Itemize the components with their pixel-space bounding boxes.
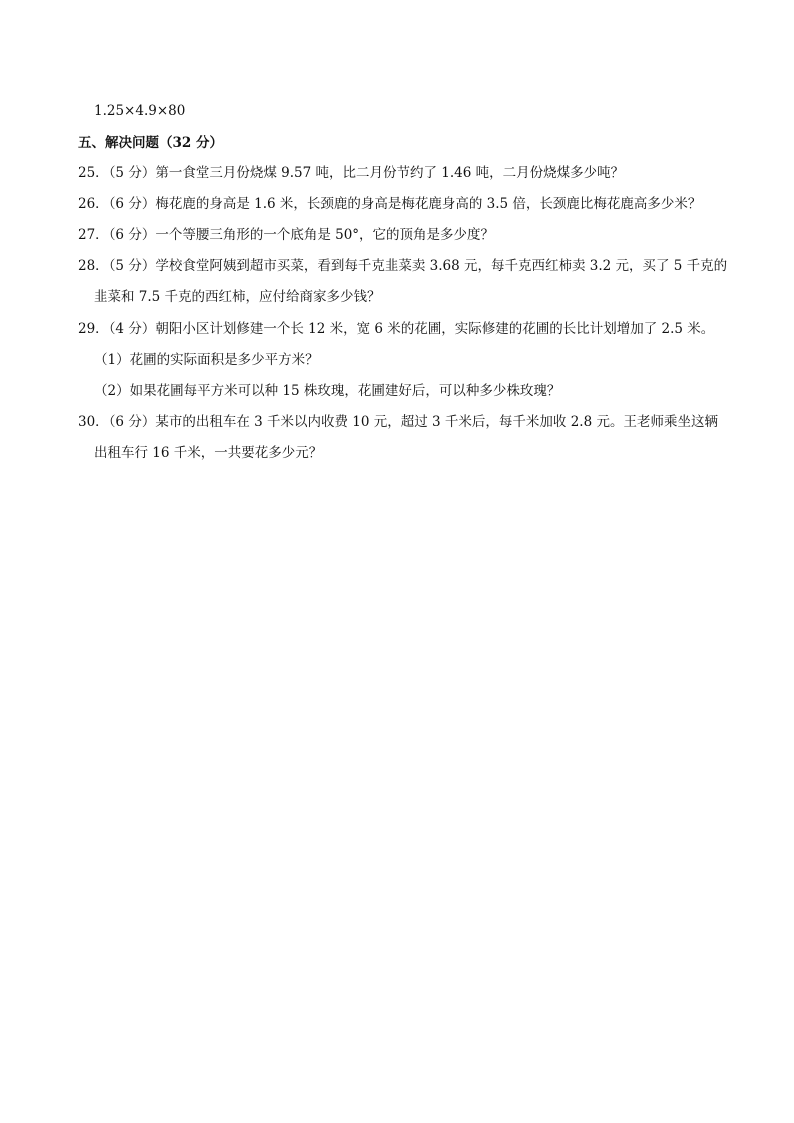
problem-number: 26． bbox=[78, 196, 109, 212]
problem-text: （4 分）朝阳小区计划修建一个长 12 米，宽 6 米的花圃，实际修建的花圃的长比计划增加了 2.5 米。 bbox=[108, 321, 715, 337]
problem-25 bbox=[78, 164, 624, 182]
problem-27 bbox=[78, 226, 494, 244]
problem-text: （6 分）一个等腰三角形的一个底角是 50°，它的顶角是多少度？ bbox=[108, 227, 495, 243]
problem-number: 28． bbox=[78, 258, 109, 274]
problem-number: 27． bbox=[78, 227, 109, 243]
problem-number: 25． bbox=[78, 165, 109, 181]
problem-number: 29． bbox=[78, 321, 109, 337]
section-title: 五、解决问题（32 分） bbox=[78, 135, 223, 151]
problem-29-subquestion-2: （2）如果花圃每平方米可以种 15 株玫瑰，花圃建好后，可以种多少株玫瑰？ bbox=[94, 383, 561, 399]
problem-text: （5 分）学校食堂阿姨到超市买菜，看到每千克韭菜卖 3.68 元，每千克西红柿卖 3.2 元，买了 5 千克的 bbox=[108, 258, 728, 274]
problem-30-continuation: 出租车行 16 千米，一共要花多少元？ bbox=[94, 445, 323, 461]
problem-29-subquestion-1: （1）花圃的实际面积是多少平方米？ bbox=[94, 352, 319, 368]
problem-text: （6 分）某市的出租车在 3 千米以内收费 10 元，超过 3 千米后，每千米加收 2.8 元。王老师乘坐这辆 bbox=[108, 414, 718, 430]
expression-line: 1.25×4.9×80 bbox=[94, 103, 186, 119]
problem-26 bbox=[78, 195, 701, 213]
problem-29 bbox=[78, 320, 714, 338]
problem-30 bbox=[78, 413, 718, 431]
problem-text: （6 分）梅花鹿的身高是 1.6 米，长颈鹿的身高是梅花鹿身高的 3.5 倍，长颈鹿比梅花鹿高多少米？ bbox=[108, 196, 702, 212]
problem-number: 30． bbox=[78, 414, 109, 430]
problem-text: （5 分）第一食堂三月份烧煤 9.57 吨，比二月份节约了 1.46 吨，二月份烧煤多少吨？ bbox=[108, 165, 625, 181]
problem-28-continuation: 韭菜和 7.5 千克的西红柿，应付给商家多少钱？ bbox=[94, 289, 381, 305]
problem-28 bbox=[78, 257, 727, 275]
